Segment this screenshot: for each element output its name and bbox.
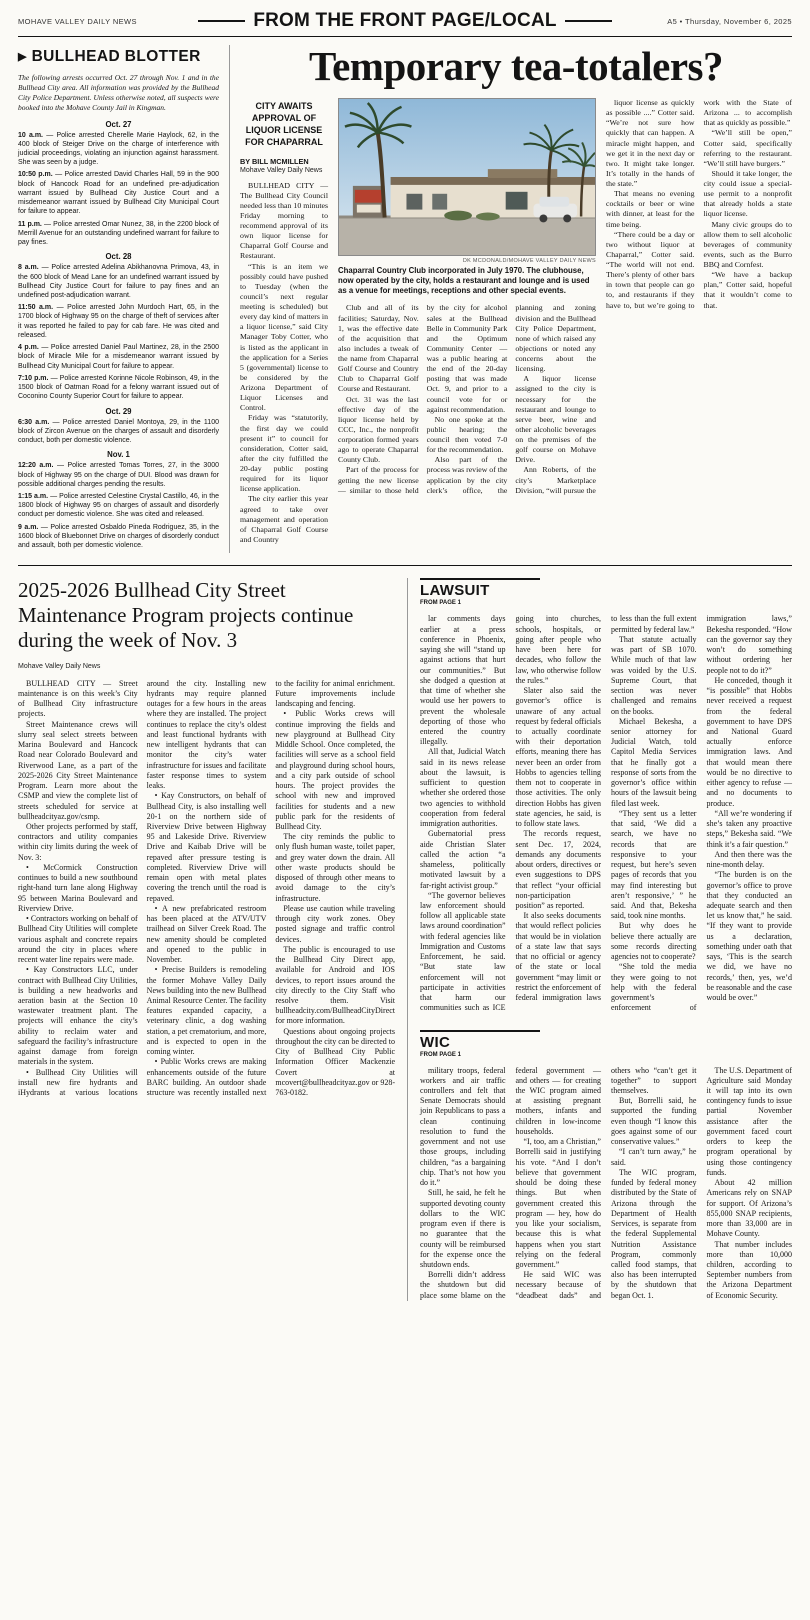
article-paragraph: Questions about ongoing projects throughout the city can be directed to City of Bullhead City Public Information Officer Mackenzie Covert at mcovert@bullheadcityaz.gov or 928-763-0182. — [275, 1026, 396, 1098]
article-paragraph: liquor license as quickly as possible ....” Cotter said. “We’re not sure how quickly that can happen. A miracle might happen, and we get it in the next day or two. It might take longer. It’s totally in the hands of the state.” — [606, 98, 695, 189]
article-paragraph: He conceded, though it “is possible” that Hobbs never received a request from the federal government to have DPS and National Guard actually enforce immigration laws. And that would mean there would be no directive to either agency to refuse — and no documents to produce. — [706, 675, 792, 808]
blotter-entry-time: 11 p.m. — [18, 220, 42, 228]
blotter-entries — [18, 263, 219, 401]
blotter-entry — [18, 461, 219, 489]
main-article-body — [240, 98, 792, 545]
article-text-middle — [338, 303, 596, 495]
article-paragraph: Still, he said, he felt he supported devoting county dollars to the WIC program even if there is no guarantee that the county will be reimbursed for the expense once the shutdown ends. — [420, 1188, 506, 1269]
article-paragraph: But why does he believe there actually are some records directing agencies not to cooperate? — [610, 921, 697, 962]
blotter-entry-time: 7:10 p.m. — [18, 374, 49, 382]
article-paragraph: No one spoke at the public hearing; the council then voted 7-0 for the recommendation. — [426, 414, 508, 455]
article-paragraph: Also part of the process was review of the application by the city clerk’s office, the planning and zoning division and the Bullhead City Police Department, none of which raised any objections or noted any concerns about the licensing. — [426, 303, 596, 495]
article-paragraph: It also seeks documents that would reflect policies that would be in violation of a state law that says that no official or agency of the state or local government “may limit or restrict the enforcement of federal immigration laws to less than the full extent permitted by federal law.” — [515, 614, 697, 1003]
article-column-left — [240, 98, 328, 545]
blotter-entry-time: 4 p.m. — [18, 344, 39, 352]
lawsuit-article-text — [420, 614, 792, 1013]
street-headline: 2025-2026 Bullhead City Street Maintenance Program projects continue during the week of Nov. 3 — [18, 578, 354, 652]
article-paragraph: “All we’re wondering if she’s taken any proactive steps,” Bekesha said. “We think it’s a fair question.” — [706, 808, 792, 849]
article-paragraph: Slater also said the governor’s office is unaware of any actual request by federal officials to actually coordinate with their deportation efforts, meaning there has never been an order from Hobbs to agencies telling them not to cooperate in those activities. The only direction Hobbs has given state agencies, he said, is to follow state laws. — [515, 686, 601, 829]
top-section — [18, 37, 792, 553]
article-paragraph: “I can’t turn away,” he said. — [610, 1147, 697, 1167]
chaparral-photo — [338, 98, 596, 296]
article-paragraph: All that, Judicial Watch said in its news release about the lawsuit, is sufficient to question whether she ordered those two agencies to withhold cooperation from federal immigration authorities. — [420, 747, 506, 829]
article-paragraph: lar comments days earlier at a press conference in Phoenix, saying she will “stand up against actions that hurt our communities.” But she dodged a question at that time of whether she would use her powers to prevent the wholesale deporting of those who entered the country illegally. — [420, 614, 506, 747]
street-maintenance-article — [18, 578, 408, 1301]
blotter-entry-time: 11:50 a.m. — [18, 304, 54, 312]
blotter-entry — [18, 418, 219, 446]
photo-sign — [353, 186, 385, 218]
article-paragraph: BULLHEAD CITY — Street maintenance is on this week’s City of Bullhead City infrastructure projects. — [18, 678, 138, 719]
publication-name: MOHAVE VALLEY DAILY NEWS — [18, 16, 137, 26]
jump-title: LAWSUIT — [420, 582, 490, 600]
article-paragraph: military troops, federal workers and air traffic controllers and felt that Senate Democrats should join Republicans to pass a clean continuing resolution to fund the government and not use those groups, including children, “as a bargaining chip. That’s not how you do it.” — [420, 1065, 506, 1188]
article-paragraph: The public is encouraged to use the Bullhead City Direct app, available for Android and IOS devices, to report issues around the city directly to the City Staff who resolve them. Visit bullheadcity.com/BullheadCityDirect for more information. — [275, 944, 396, 1026]
blotter-entry-time: 1:15 a.m. — [18, 493, 49, 500]
jump-title: WIC — [420, 1033, 451, 1051]
section-title-wrap — [198, 10, 612, 32]
article-text-right — [606, 98, 792, 311]
article-paragraph: Part of the process for getting the new license — similar to those held by the city for alcohol sales at the Bullhead Belle in Community Park and the Optimum Community Center — was a public hearing at the end of the 20-day posting that was made Oct. 9, and prior to a council vote for or against recommendation. — [338, 303, 508, 495]
article-paragraph: “They sent us a letter that said, ‘We did a search, we have no records that are responsive to your request, but here’s seven pages of records that you may find interesting but aren’t responsive,’ ” he said. And that, Bekesha said, took nine months. — [610, 808, 697, 921]
blotter-entries — [18, 131, 219, 248]
blotter-entry-time: 6:30 a.m. — [18, 418, 50, 426]
blotter-entry-text: — Police arrested Adelina Abikhanovna Primova, 43, in the 600 block of Mead Lane for an undefined warrant issued by Bullhead City Justice Court for failure to pay fines and an undefined post-adjudication warrant. — [18, 264, 219, 300]
blotter-entry-text: — Police arrested Korinne Nicole Robinson, 49, in the 1500 block of Oatman Road for a felony warrant issued out of Coconino County Superior Court for failure to appear. — [18, 374, 219, 401]
blotter-entry — [18, 263, 219, 300]
article-paragraph: But, Borrelli said, he supported the funding even though “I know this goes against some of our conservative values.” — [610, 1096, 697, 1147]
article-paragraph: “I, too, am a Christian,” Borrelli said in justifying his vote. “And I don’t believe that government should be doing these things. But when government created this program — hey, how do you like your socialism, because this is what happens when you start relying on the federal government.” — [515, 1137, 601, 1269]
lawsuit-jump-head — [420, 578, 540, 606]
blotter-entry — [18, 170, 219, 216]
article-paragraph: Michael Bekesha, a senior attorney for Judicial Watch, told Capitol Media Services that he finally got a response of sorts from the governor’s office within hours of the lawsuit being filed last week. — [610, 716, 697, 808]
article-paragraph: And then there was the nine-month delay. — [706, 849, 792, 870]
article-paragraph: Gubernatorial press aide Christian Slater called the action “a shameless, politically motivated lawsuit by a far-right activist group.” — [420, 829, 506, 890]
article-paragraph: “The burden is on the governor’s office to prove that they conducted an adequate search and then let us know that,” he said. “If they want to provide us a declaration, something under oath that says, ‘This is the search we did, we have no records,’ then, yes, we’d be reasonable and the case would be over.” — [706, 870, 792, 1003]
blotter-entry-text: — Police arrested Daniel Paul Martinez, 28, in the 2500 block of Miracle Mile for a misdemeanor warrant issued by Bullhead City Municipal Court for failure to appear. — [18, 344, 219, 370]
article-paragraph: That means no evening cocktails or beer or wine with dinner, at least for the time being. — [606, 189, 695, 229]
blotter-section — [18, 120, 219, 248]
article-subhead: CITY AWAITS APPROVAL OF LIQUOR LICENSE FOR CHAPARRAL — [245, 101, 323, 148]
wic-article — [420, 1030, 792, 1301]
article-paragraph: • Public Works crews are making enhancements outside of the future BARC building. An outdoor shade structure was recently installed next to the facility for animal enrichment. Future improvements include landscaping and fencing. — [146, 678, 396, 1098]
byline: BY BILL MCMILLEN — [240, 156, 309, 166]
article-paragraph: Oct. 31 was the last effective day of the liquor license held by CCC, Inc., the nonprofit corporation formed years ago to operate Chaparral County Club. — [338, 394, 419, 465]
article-paragraph: • Kay Constructors LLC, under contract with Bullhead City Utilities, is building a new headworks and aeration basin at the Section 10 wastewater treatment plant. The projects will enhance the city’s ability to reclaim water and safeguard the facility’s infrastructure against damage from foreign materials in the system. — [18, 965, 138, 1067]
blotter-section — [18, 252, 219, 401]
main-headline: Temporary tea-totalers? — [309, 43, 723, 89]
blotter-date: Oct. 27 — [105, 119, 132, 129]
blotter-entry — [18, 492, 219, 520]
blotter-entry-time: 10 a.m. — [18, 131, 44, 139]
jump-articles-column — [420, 578, 792, 1301]
blotter-entry-text: — Police arrested Osbaldo Pineda Rodriguez, 35, in the 1600 block of Bluebonnet Drive on charges of disorderly conduct and assault, both per domestic violence. — [18, 523, 219, 550]
article-paragraph: The city reminds the public to only flush human waste, toilet paper, and grey water down the drain. All other waste products should be disposed of through other means to avoid damage to the city’s infrastructure. — [275, 832, 396, 903]
blotter-entry-text: — Police arrested Cherelle Marie Haylock, 62, in the 400 block of Steiger Drive on the charge of interference with judicial proceedings, violating an injunction against harassment. She was seen by a judge. — [18, 131, 219, 167]
article-paragraph: Many civic groups do to allow them to sell alcoholic beverages of community events, such as the Burro BBQ and Cornfest. — [703, 219, 792, 270]
article-paragraph: “The governor believes law enforcement should follow all applicable state laws around coordination” with federal agencies like Immigration and Customs Enforcement, he said. “But state law enforcement will not participate in activities that harm our communities such as ICE going into churches, schools, hospitals, or going after people who have been here for decades, who follow the law, who otherwise follow the rules.” — [420, 614, 601, 1013]
wic-article-text — [420, 1066, 792, 1301]
byline-org: Mohave Valley Daily News — [240, 166, 323, 174]
blotter-entry-text: — Police arrested Omar Nunez, 38, in the 2200 block of Merrill Avenue for an outstanding undefined warrant for failure to pay fines. — [18, 220, 219, 247]
article-paragraph: • Public Works crews will continue improving the fields and new playground at Bullhead City Middle School. Once completed, the facilities will serve as a school field and playground during school hours, and a city park outside of school hours. The project provides the school with new and improved facilities for students and a new public park for the residents of Bullhead City. — [275, 709, 396, 831]
article-paragraph: BULLHEAD CITY — The Bullhead City Council needed less than 10 minutes Friday morning to recommend approval of its own liquor license for Chaparral Golf Course and Restaurant. — [240, 180, 328, 261]
article-paragraph: • Bullhead City Utilities will install new fire hydrants and iHydrants at various locations around the city. Installing new hydrants may require planned outages for a few hours in the areas where they are installed. The project continues to replace the city’s oldest and least functional hydrants with new intelligent hydrants that can monitor the city’s water infrastructure for issues and facilitate faster response times to system leaks. — [18, 678, 267, 1098]
blotter-entry — [18, 220, 219, 248]
blotter-entry — [18, 523, 219, 551]
blotter-entry — [18, 131, 219, 168]
photo-caption: Chaparral Country Club incorporated in July 1970. The clubhouse, now operated by the city, holds a restaurant and lounge and is used as a venue for meetings, receptions and other special events. — [338, 266, 590, 296]
bullhead-blotter — [18, 45, 230, 553]
article-paragraph: • A new prefabricated restroom has been placed at the ATV/UTV trailhead on Silver Creek Road. The new amenity should be completed and opened to the public in November. — [146, 903, 267, 965]
article-paragraph: That statute actually was part of SB 1070. While much of that law was voided by the U.S. Supreme Court, that section was never challenged and remains on the books. — [610, 634, 697, 716]
article-paragraph: • Kay Constructors, on behalf of Bullhead City, is also installing well 20-1 on the northern side of Riverview Drive between Highway 95 and Lakeside Drive. Riverview Drive and Kaibab Drive will be repaved after pressure testing is completed. Riverview Drive will remain open with metal plates covering the trench until the road is repaved. — [146, 791, 267, 903]
blotter-entry-text: — Police arrested Celestine Crystal Castillo, 46, in the 1800 block of Highway 95 on charges of assault and disorderly conduct per domestic violence. She was cited and released. — [18, 493, 219, 519]
photo-pavement — [339, 218, 595, 256]
article-paragraph: Ann Roberts, of the city’s Marketplace Division, “will pursue the — [515, 465, 596, 495]
article-paragraph: “We have a backup plan,” Cotter said, hopeful that it wouldn’t come to that. — [703, 270, 792, 310]
wic-jump-head — [420, 1030, 540, 1058]
article-column-middle — [338, 98, 596, 545]
article-paragraph: Club and all of its facilities; Saturday, Nov. 1, was the effective date of the acquisition that also includes a tweak of the name from Chaparral Golf Course and Country Club to Chaparral Golf Course and Restaurant. — [338, 303, 419, 394]
street-article-text — [18, 679, 395, 1099]
blotter-entry — [18, 343, 219, 371]
blotter-date: Oct. 28 — [105, 252, 132, 262]
article-paragraph: He said WIC was necessary because of “deadbeat dads” and others who “can’t get it together” to support themselves. — [515, 1065, 697, 1300]
article-paragraph: Friday was “statutorily, the first day we could present it” to council for consideration, Cotter said, after the city fulfilled the 20-day public posting required for its liquor license application. — [240, 413, 328, 494]
blotter-entry-time: 12:20 a.m. — [18, 462, 54, 470]
article-paragraph: • Contractors working on behalf of Bullhead City Utilities will complete various asphalt and concrete repairs around the city in places where recent water line repairs were made. — [18, 914, 138, 965]
article-paragraph: • Precise Builders is remodeling the former Mohave Valley Daily News building into the new Bullhead Animal Resource Center. The facility features expanded capacity, a veterinary clinic, a dog washing station, a pet crematorium, and more, and is expected to open in the coming winter. — [146, 965, 267, 1057]
blotter-entry-time: 9 a.m. — [18, 523, 39, 531]
photo-image — [338, 98, 596, 256]
blotter-entry-text: — Police arrested David Charles Hall, 59 in the 900 block of Hancock Road for an undefined pre-adjudication warrant issued by Bullhead City Justice Court and a misdemeanor warrant issued by Bullhead City Municipal Court for failure to appear. — [18, 171, 219, 216]
blotter-entry-text: — Police arrested Tomas Torres, 27, in the 3000 block of Highway 95 on the charge of DUI. Blood was drawn for possible additional charges pending the results. — [18, 462, 219, 488]
article-text-left — [240, 181, 328, 546]
lawsuit-article — [420, 578, 792, 1013]
arrow-right-icon: ▶ — [18, 51, 27, 63]
photo-figcaption — [338, 258, 596, 296]
masthead — [18, 10, 792, 37]
blotter-intro: The following arrests occurred Oct. 27 through Nov. 1 and in the Bullhead City area. All information was provided by the Bullhead City Police Department. Unless otherwise noted, all suspects were booked into the Mohave County Jail in Kingman. — [18, 73, 219, 113]
blotter-entry-text: — Police arrested Daniel Montoya, 29, in the 1100 block of Zircon Avenue on the charges of assault and disorderly conduct, both per domestic violence. — [18, 418, 219, 445]
blotter-entry-text: — Police arrested John Murdoch Hart, 65, in the 1700 block of Highway 95 on the charge of theft of services after it was reported he failed to pay for cab fare. He was cited and released. — [18, 304, 219, 339]
article-paragraph: The U.S. Department of Agriculture said Monday it will tap into its own contingency funds to issue partial November assistance after the government faced court orders to keep the program operational by using those contingency funds. — [706, 1065, 792, 1177]
masthead-rule-right — [565, 20, 612, 22]
liquor-license-article — [240, 45, 792, 553]
article-paragraph: Street Maintenance crews will slurry seal select streets between Marina Boulevard and Hancock Road near Colorado Boulevard and Riverwood Lane, as a part of the 2025-2026 City Street Maintenance Program. Learn more about the CSMP and view the complete list of streets scheduled for service at bullheadcityaz.gov/csmp. — [18, 719, 138, 821]
article-paragraph: “There could be a day or two without liquor at Chaparral,” Cotter said. “The world will not end. There’s plenty of other bars in town that people can go to, and restaurants if they have to, but we’re going to work with the State of Arizona ... to accomplish that as quickly as possible.” — [606, 98, 792, 310]
article-paragraph: About 42 million Americans rely on SNAP for support. Of Arizona’s 855,000 SNAP recipients, more than 33,000 are in Mohave County. — [706, 1178, 792, 1239]
blotter-section — [18, 450, 219, 550]
byline-org: Mohave Valley Daily News — [18, 662, 101, 670]
blotter-date: Nov. 1 — [107, 450, 130, 460]
blotter-entries — [18, 461, 219, 550]
blotter-entry-time: 8 a.m. — [18, 264, 39, 272]
article-paragraph: A liquor license assigned to the city is necessary for the restaurant and lounge to serve beer, wine and other alcoholic beverages on the premises of the golf course on Mohave Drive. — [515, 374, 596, 465]
blotter-title — [18, 48, 219, 66]
article-paragraph: The records request, sent Dec. 17, 2024, demands any documents about orders, directives or even suggestions to DPS that reflect “your official non-participation position” as reported. — [515, 829, 601, 910]
blotter-entry — [18, 303, 219, 340]
blotter-section — [18, 407, 219, 446]
article-paragraph: That number includes more than 10,000 children, according to September numbers from the Arizona Department of Economic Security. — [706, 1239, 792, 1300]
article-paragraph: Should it take longer, the city could issue a special-use permit to a nonprofit that already holds a state liquor license. — [703, 168, 792, 219]
blotter-entry-time: 10:50 p.m. — [18, 171, 53, 179]
article-paragraph: Other projects performed by staff, contractors and utility companies within city limits during the week of Nov. 3: — [18, 821, 138, 862]
blotter-entry — [18, 374, 219, 402]
article-paragraph: “This is an item we possibly could have pushed to Tuesday (when the council’s next regular meeting is scheduled) but every day kind of matters in a liquor license,” said City Manager Toby Cotter, who is listed as the applicant in the application for a Series 5 (governmental) license to be considered by the Arizona Department of Liquor Licenses and Control. — [240, 261, 328, 413]
page-folio: A5 • Thursday, November 6, 2025 — [667, 16, 792, 26]
blotter-title-text: BULLHEAD BLOTTER — [31, 48, 201, 65]
section-title: FROM THE FRONT PAGE/LOCAL — [253, 10, 557, 31]
article-paragraph: “She told the media they were going to not help with the federal government’s enforcement of immigration laws,” Bekesha responded. “How can the governor say they won’t do something without ordering her people not to do it?” — [610, 614, 792, 1013]
photo-credit: DK MCDONALD/MOHAVE VALLEY DAILY NEWS — [462, 258, 596, 265]
jump-from-page: FROM PAGE 1 — [420, 1051, 461, 1058]
blotter-entries — [18, 418, 219, 446]
masthead-rule-left — [198, 20, 245, 22]
article-paragraph: Please use caution while traveling through city work zones. Obey posted signage and traffic control devices. — [275, 903, 396, 944]
jump-from-page: FROM PAGE 1 — [420, 600, 461, 607]
article-column-right — [606, 98, 792, 545]
blotter-date: Oct. 29 — [105, 406, 132, 416]
article-paragraph: • McCormick Construction continues to build a new southbound right-hand turn lane along Highway 95 between Marina Boulevard and Riverview Drive. — [18, 862, 138, 913]
article-paragraph: “We’ll still be open,” Cotter said, specifically referring to the restaurant. “We’ll still have burgers.” — [703, 128, 792, 168]
article-paragraph: The city earlier this year agreed to take over management and operation of Chaparral Golf Course and Country — [240, 494, 328, 544]
article-paragraph: Borrelli didn’t address the shutdown but did place some blame on the federal government — and others — for creating the WIC program aimed at assisting pregnant mothers, infants and children in low-income households. — [420, 1065, 601, 1300]
article-paragraph: The WIC program, funded by federal money distributed by the State of Arizona through the Department of Health Services, is separate from the federal Supplemental Nutrition Assistance Program, commonly called food stamps, that also has been interrupted by the shutdown that began Oct. 1. — [610, 1167, 697, 1300]
bottom-section — [18, 566, 792, 1301]
